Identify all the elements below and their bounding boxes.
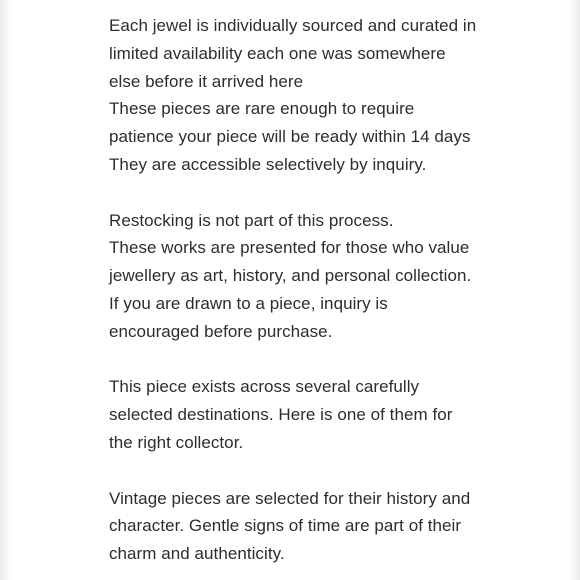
- text-line: These works are presented for those who value: [109, 238, 470, 258]
- paragraph-vintage: [109, 485, 509, 568]
- text-line: Each jewel is individually sourced and curated in: [109, 16, 477, 35]
- text-line: else before it arrived here: [109, 71, 304, 91]
- text-line: These pieces are rare enough to require: [109, 99, 415, 119]
- right-edge-shadow: [566, 0, 580, 580]
- text-line: Vintage pieces are selected for their history and: [109, 488, 471, 508]
- text-line: patience your piece will be ready within 14 days: [109, 127, 471, 147]
- left-edge-shadow: [0, 0, 14, 580]
- text-line: This piece exists across several carefully: [109, 377, 420, 397]
- text-line: limited availability each one was somewhere: [109, 43, 446, 63]
- paragraph-destinations: [109, 373, 509, 456]
- note-text-body: [109, 12, 509, 568]
- text-line: selected destinations. Here is one of them for: [109, 405, 453, 425]
- paragraph-sourcing: [109, 12, 509, 179]
- paragraph-restocking: [109, 207, 509, 346]
- text-line: They are accessible selectively by inquiry.: [109, 154, 427, 174]
- text-line: Restocking is not part of this process.: [109, 210, 394, 230]
- text-line: character. Gentle signs of time are part of their: [109, 516, 462, 536]
- text-line: charm and authenticity.: [109, 544, 285, 564]
- text-line: If you are drawn to a piece, inquiry is: [109, 293, 388, 313]
- text-line: the right collector.: [109, 432, 244, 452]
- text-line: jewellery as art, history, and personal collection.: [109, 266, 472, 286]
- text-line: encouraged before purchase.: [109, 321, 333, 341]
